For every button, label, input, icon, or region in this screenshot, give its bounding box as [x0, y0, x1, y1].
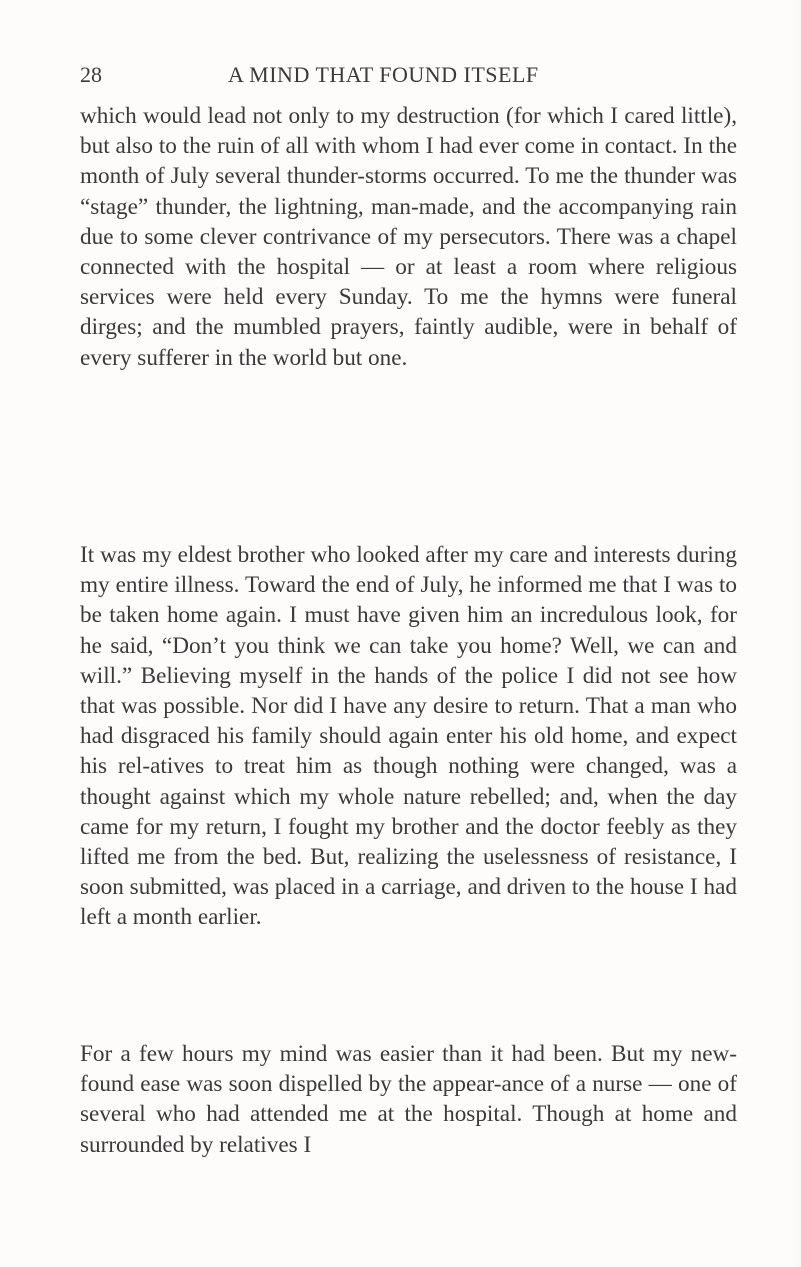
page-number: 28 [80, 62, 102, 87]
paragraph-3: For a few hours my mind was easier than it had been. But my new-found ease was soon dispelled by the appear-ance of a nurse — one of several who had attended me at the hospital. Though at home and surrounded by relatives I [80, 1041, 737, 1158]
running-head: A MIND THAT FOUND ITSELF [228, 62, 539, 87]
page-edge-shadow [791, 0, 801, 1267]
page-header [80, 62, 740, 92]
paragraph-1: which would lead not only to my destruction (for which I cared little), but also to the ruin of all with whom I had ever come in contact. In the month of July several thunder-storms occurred. To me the thunder was “stage” thunder, the lightning, man-made, and the accompanying rain due to some clever contrivance of my persecutors. There was a chapel connected with the hospital — or at least a room where religious services were held every Sunday. To me the hymns were funeral dirges; and the mumbled prayers, faintly audible, were in behalf of every sufferer in the world but one. [80, 103, 737, 371]
paragraph-2: It was my eldest brother who looked after my care and interests during my entire illness. Toward the end of July, he informed me that I was to be taken home again. I must have given him an incredulous look, for he said, “Don’t you think we can take you home? Well, we can and will.” Believing myself in the hands of the police I did not see how that was possible. Nor did I have any desire to return. That a man who had disgraced his family should again enter his old home, and expect his rel-atives to treat him as though nothing were changed, was a thought against which my whole nature rebelled; and, when the day came for my return, I fought my brother and the doctor feebly as they lifted me from the bed. But, realizing the uselessness of resistance, I soon submitted, was placed in a carriage, and driven to the house I had left a month earlier. [80, 542, 737, 931]
